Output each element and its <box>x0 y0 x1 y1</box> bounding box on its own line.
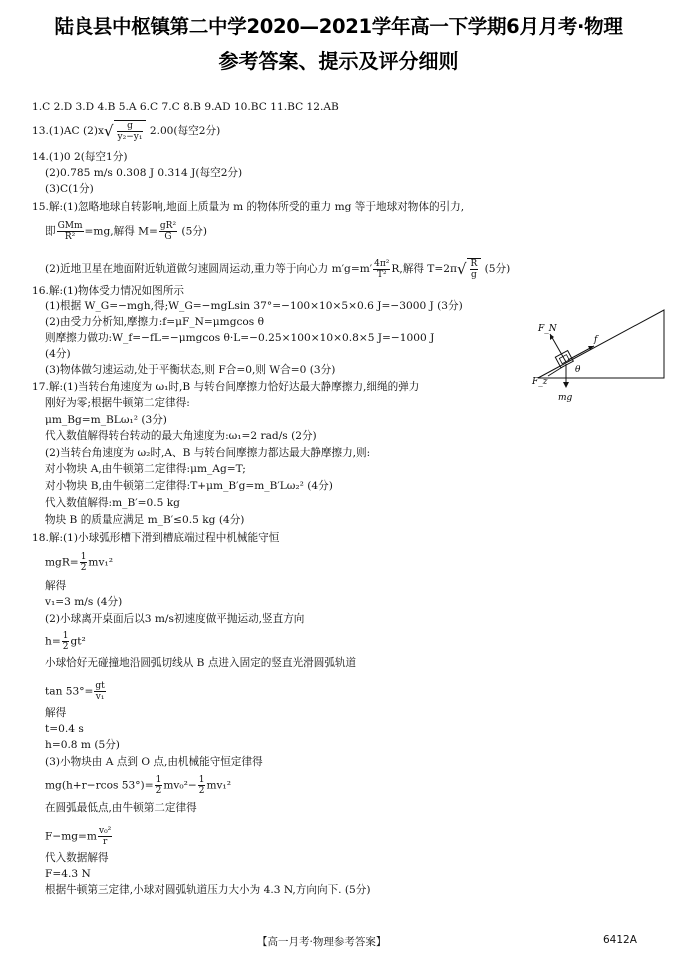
text: =mg,解得 M= <box>84 225 158 238</box>
denominator: 2 <box>80 563 87 573</box>
footer-code: 6412A <box>603 934 637 946</box>
q18-line-12: (3)小物块由 A 点到 O 点,由机械能守恒定律得 <box>45 756 263 768</box>
q13-line <box>32 120 220 142</box>
q18-line-3: 解得 <box>45 580 67 592</box>
q16-line-2: (1)根据 W_G=−mgh,得;W_G=−mgLsin 37°=−100×10×5×0.6 J=−3000 J (3分) <box>45 300 463 312</box>
q17-line-9: 物块 B 的质量应满足 m_B′≤0.5 kg (4分) <box>45 514 245 526</box>
q17-line-2: 刚好为零;根据牛顿第二定律得: <box>45 397 190 409</box>
label-fn: F_N <box>538 324 557 334</box>
q16-line-1: 16.解:(1)物体受力情况如图所示 <box>32 285 184 297</box>
q13-text: 13.(1)AC (2)x <box>32 125 104 137</box>
denominator: T² <box>376 269 387 280</box>
denominator: g <box>471 270 477 280</box>
normal-force-arrow <box>550 334 566 362</box>
label-fz: F_z <box>532 377 548 387</box>
text: 即 <box>45 225 56 238</box>
numerator: gt <box>95 681 105 691</box>
q14-line-2: (2)0.785 m/s 0.308 J 0.314 J(每空2分) <box>45 167 243 179</box>
denominator: 2 <box>198 786 205 796</box>
numerator: g <box>117 121 144 132</box>
q17-line-1: 17.解:(1)当转台角速度为 ω₁时,B 与转台间摩擦力恰好达最大静摩擦力,细绳的弹力 <box>32 381 420 393</box>
q18-line-17: F=4.3 N <box>45 868 91 880</box>
text: R,解得 T=2π <box>391 263 457 275</box>
q18-line-1: 18.解:(1)小球弧形槽下滑到槽底端过程中机械能守恒 <box>32 532 280 544</box>
denominator: 2 <box>155 786 162 796</box>
q15-line-3 <box>45 258 510 280</box>
q18-line-7: 小球恰好无碰撞地沿圆弧切线从 B 点进入固定的竖直光滑圆弧轨道 <box>45 657 357 669</box>
sqrt-sign: √ <box>456 259 467 278</box>
q18-line-6 <box>45 631 86 652</box>
q18-line-15 <box>45 826 113 847</box>
q13-score: 2.00(每空2分) <box>146 125 221 137</box>
q16-line-6: (3)物体做匀速运动,处于平衡状态,则 F合=0,则 W合=0 (3分) <box>45 364 336 376</box>
fraction <box>373 259 390 280</box>
q14-line-1: 14.(1)0 2(每空1分) <box>32 151 128 163</box>
fraction-half <box>155 775 163 796</box>
fraction <box>117 121 144 142</box>
q14-line-3: (3)C(1分) <box>45 183 94 195</box>
denominator: v₁ <box>95 692 105 702</box>
text: gt² <box>70 635 86 648</box>
numerator: 1 <box>155 775 162 785</box>
q18-line-8 <box>45 681 107 702</box>
label-f: f <box>594 335 598 345</box>
label-mg: mg <box>558 393 573 403</box>
q18-line-11: h=0.8 m (5分) <box>45 739 120 751</box>
label-theta: θ <box>575 365 581 375</box>
q18-line-16: 代入数据解得 <box>45 852 109 864</box>
denominator: r <box>102 837 108 847</box>
q17-line-4: 代入数值解得转台转动的最大角速度为:ω₁=2 rad/s (2分) <box>45 430 317 442</box>
numerator: 4π² <box>374 258 390 269</box>
numerator: 1 <box>198 775 205 785</box>
numerator: 1 <box>80 552 87 562</box>
q16-line-3: (2)由受力分析知,摩擦力:f=μF_N=μmgcos θ <box>45 316 264 328</box>
text: mv₀²− <box>163 779 197 792</box>
fraction <box>470 259 479 280</box>
sqrt-body <box>114 120 147 142</box>
text: mv₁² <box>206 779 231 792</box>
fraction-half <box>80 552 88 573</box>
q17-line-6: 对小物块 A,由牛顿第二定律得:μm_Ag=T; <box>45 463 246 475</box>
text: h= <box>45 635 61 648</box>
denominator: G <box>164 232 172 242</box>
q17-line-5: (2)当转台角速度为 ω₂时,A、B 与转台间摩擦力都达最大静摩擦力,则: <box>45 447 371 459</box>
title-line-1: 陆良县中枢镇第二中学2020—2021学年高一下学期6月月考·物理 <box>54 15 623 38</box>
numerator: v₀² <box>98 826 112 836</box>
text: (2)近地卫星在地面附近轨道做匀速圆周运动,重力等于向心力 m′g=m′ <box>45 263 373 275</box>
q18-line-9: 解得 <box>45 707 67 719</box>
denominator: 2 <box>62 642 69 652</box>
numerator: 1 <box>62 631 69 641</box>
text: F−mg=m <box>45 830 97 843</box>
q18-line-2 <box>45 552 113 573</box>
q15-line-2 <box>45 221 207 242</box>
q16-line-4: 则摩擦力做功:W_f=−fL=−μmgcos θ·L=−0.25×100×10×0.8×5 J=−1000 J <box>45 332 435 344</box>
numerator: GMm <box>57 221 83 231</box>
score: (5分) <box>178 225 208 238</box>
numerator: R <box>470 259 478 269</box>
text: tan 53°= <box>45 685 94 698</box>
score: (5分) <box>481 263 511 275</box>
fraction-half <box>198 775 206 796</box>
q18-line-14: 在圆弧最低点,由牛顿第二定律得 <box>45 802 197 814</box>
fraction <box>94 681 105 702</box>
denominator: R² <box>64 232 76 242</box>
sqrt-sign: √ <box>103 121 114 140</box>
fraction <box>159 221 177 242</box>
footer-title: 【高一月考·物理参考答案】 <box>257 936 387 948</box>
q17-line-3: μm_Bg=m_BLω₁² (3分) <box>45 414 167 426</box>
fraction <box>98 826 112 847</box>
incline-surface <box>538 310 664 378</box>
denominator: y₂−y₁ <box>117 132 143 142</box>
gravity-arrow-head <box>563 382 569 388</box>
sqrt-body <box>467 258 482 280</box>
q15-line-1: 15.解:(1)忽略地球自转影响,地面上质量为 m 的物体所受的重力 mg 等于地球对物体的引力, <box>32 201 465 213</box>
q18-line-18: 根据牛顿第三定律,小球对圆弧轨道压力大小为 4.3 N,方向向下. (5分) <box>45 884 371 896</box>
text: mg(h+r−rcos 53°)= <box>45 779 154 792</box>
q18-line-5: (2)小球离开桌面后以3 m/s初速度做平抛运动,竖直方向 <box>45 613 305 625</box>
q17-line-7: 对小物块 B,由牛顿第二定律得:T+μm_B′g=m_B′Lω₂² (4分) <box>45 480 333 492</box>
q17-line-8: 代入数值解得:m_B′=0.5 kg <box>45 497 180 509</box>
q18-line-4: v₁=3 m/s (4分) <box>45 596 123 608</box>
text: mgR= <box>45 556 79 569</box>
q16-line-5: (4分) <box>45 348 71 360</box>
title-line-2: 参考答案、提示及评分细则 <box>218 49 459 73</box>
text: mv₁² <box>88 556 113 569</box>
fraction <box>57 221 84 242</box>
incline-force-diagram <box>528 306 668 406</box>
fraction-half <box>62 631 70 652</box>
q1-12-answers: 1.C 2.D 3.D 4.B 5.A 6.C 7.C 8.B 9.AD 10.BC 11.BC 12.AB <box>32 101 339 113</box>
numerator: gR² <box>159 221 177 231</box>
q18-line-13 <box>45 775 231 796</box>
q18-line-10: t=0.4 s <box>45 723 84 735</box>
